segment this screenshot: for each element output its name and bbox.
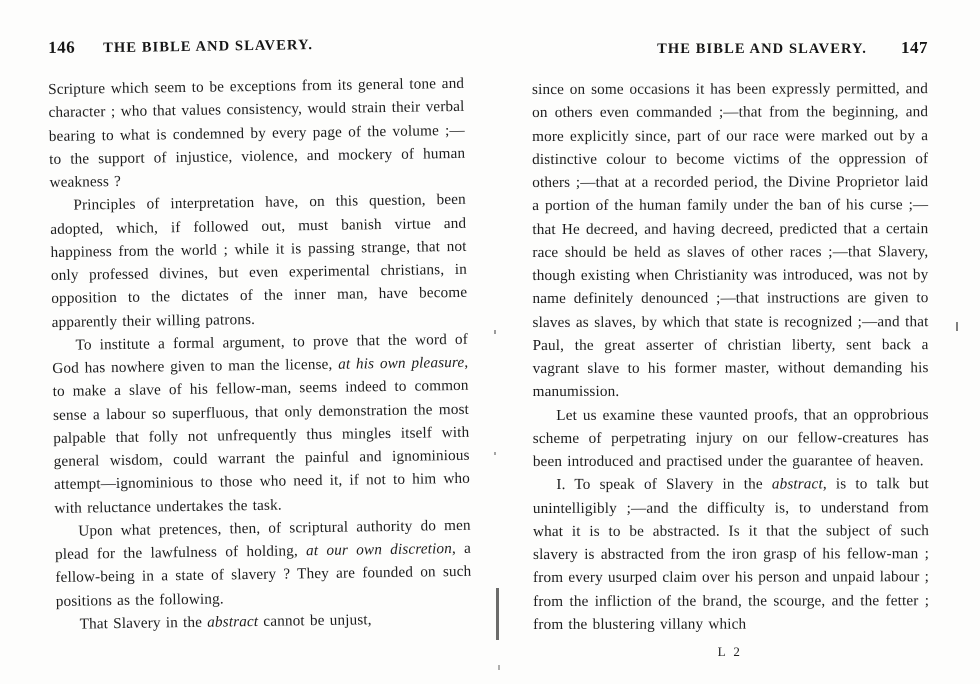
italic-run: abstract [771, 475, 823, 493]
text-run: Upon what pretences, then, of scriptural authority do men plead for the lawfulness of holding, [54, 516, 471, 563]
paragraph [52, 328, 471, 520]
text-run: That Slavery in the [79, 613, 208, 633]
gutter-speck [494, 452, 496, 455]
text-run: I. To speak of Slavery in the [556, 475, 772, 494]
page-signature-mark: L 2 [717, 644, 743, 659]
paragraph [50, 188, 468, 334]
paragraph [532, 77, 929, 403]
margin-speck [956, 322, 958, 331]
text-run: Scripture which seem to be exceptions from its general tone and character ; who that values consistency, would strain their verbal bearing to what is condemned by every page of the volume ;—to the support of injustice, violence, and mockery of human weakness ? [48, 74, 466, 191]
italic-run: at his own pleasure [338, 353, 465, 373]
text-run: cannot be unjust, [258, 611, 372, 630]
italic-run: at our own discretion [305, 540, 453, 560]
right-running-head-title: THE BIBLE AND SLAVERY. [657, 41, 867, 57]
paragraph [48, 72, 466, 194]
right-page-folio: 147 [901, 38, 928, 57]
left-page-text-column [48, 72, 472, 636]
right-page [500, 0, 980, 684]
gutter-binding-mark [496, 588, 499, 640]
italic-run: abstract [207, 612, 259, 631]
text-run: Let us examine these vaunted proofs, that an opprobrious scheme of perpetrating injury on our fellow-creatures has been introduced and practised under the guarantee of heaven. [532, 405, 929, 470]
paragraph [533, 472, 929, 636]
text-run: Principles of interpretation have, on this question, been adopted, which, if followed out, must banish virtue and happiness from the world ; while it is passing strange, that not only professed divines, but even experimental christians, in opposition to the dictates of the inner man, have become apparently their willing patrons. [50, 191, 468, 331]
right-page-text-column [532, 77, 929, 636]
paragraph [533, 403, 929, 474]
left-running-head-title: THE BIBLE AND SLAVERY. [103, 37, 314, 57]
gutter-speck [494, 330, 496, 334]
text-run: To institute a formal argument, to prove that the word of God has nowhere given to man the license, [52, 330, 469, 377]
right-page-header [532, 38, 928, 64]
text-run: , to make a slave of his fellow-man, seems indeed to common sense a labour so superfluous, that only demonstration the most palpable that folly not unfrequently thus mingles itself with general wisdom, could warrant the painful and ignominious attempt—ignominious to those who need it, if not to him who with reluctance undertakes the task. [52, 353, 471, 517]
text-run: , a fellow-being in a state of slavery ? They are founded on such positions as the following. [55, 539, 472, 610]
paragraph [55, 514, 472, 613]
text-run: , is to talk but unintelligibly ;—and the difficulty is, to understand from what it is to be abstracted. Is it that the subject of such slavery is abstracted from the iron grasp of his fellow-man ; from every usurped claim over his person and unpaid labour ; from the infliction of the brand, the scourge, and the fetter ; from the blustering villany which [532, 475, 930, 633]
text-run: since on some occasions it has been expressly permitted, and on others even commanded ;—that from the beginning, and more explicitly since, part of our race were marked out by a distinctive colour to become victims of the oppression of others ;—that at a recorded period, the Divine Proprietor laid a portion of the human family under the ban of his curse ;—that He decreed, and having decreed, predicted that a certain race should be held as slaves of other races ;—that Slavery, though existing when Christianity was introduced, was not by name definitely denounced ;—that instructions are given to slaves as slaves, by which that state is recognized ;—and that Paul, the great asserter of christian liberty, sent back a vagrant slave to his former master, without demanding his manumission. [532, 80, 929, 401]
left-page-header [48, 32, 464, 64]
left-page-folio: 146 [48, 37, 76, 57]
